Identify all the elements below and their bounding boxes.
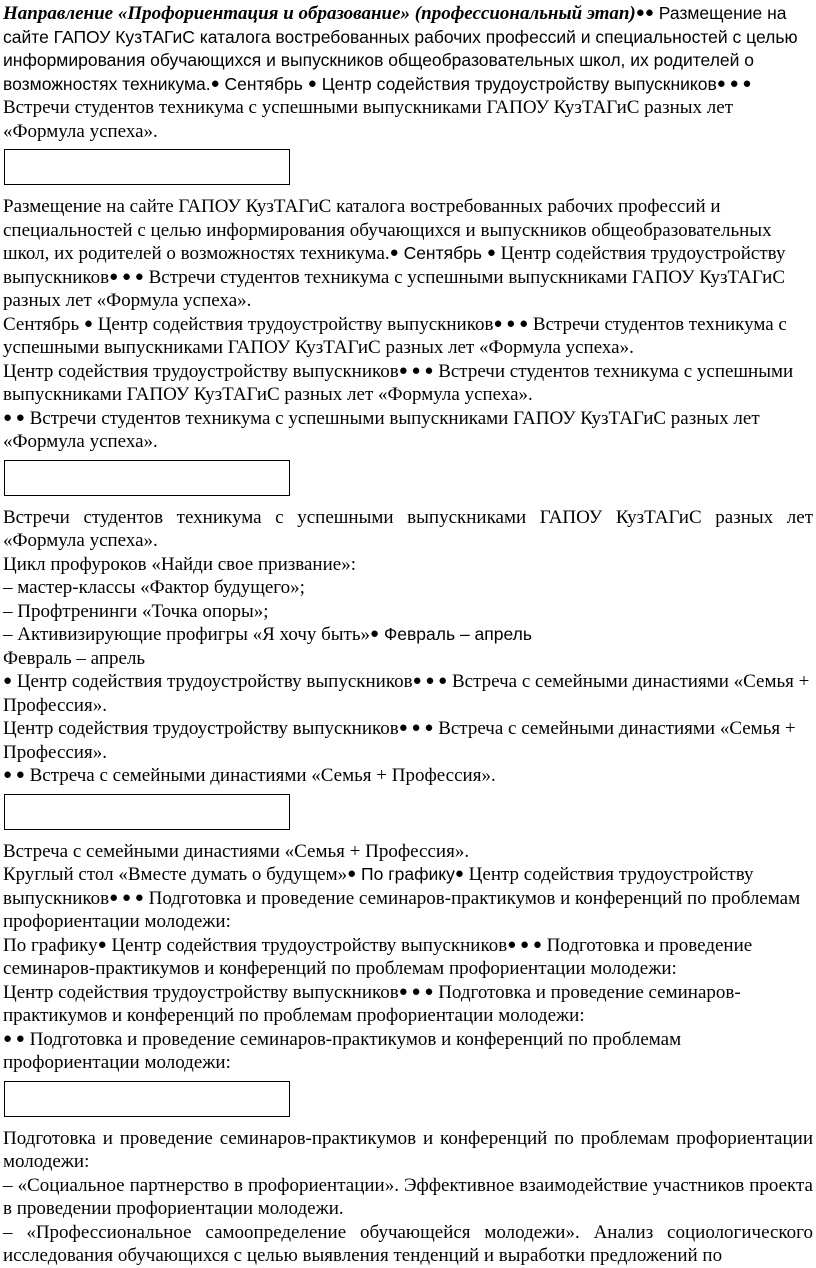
text-run: Встречи студентов техникума с успешными выпускниками ГАПОУ КузТАГиС разных лет «Формула успеха». — [3, 313, 787, 358]
text-run: Встреча с семейными династиями «Семья + Профессия». — [3, 718, 796, 763]
text-run: Февраль – апрель — [379, 624, 532, 644]
bullet-icon: ● — [83, 315, 93, 332]
empty-frame — [4, 794, 290, 830]
empty-frame — [4, 460, 290, 496]
paragraph — [3, 764, 813, 788]
paragraph — [3, 670, 813, 717]
bullet-icon: ● ● ● — [493, 315, 529, 332]
text-run: Встречи студентов техникума с успешными выпускниками ГАПОУ КузТАГиС разных лет «Формула успеха». — [3, 97, 733, 142]
bullet-icon: ● — [3, 673, 13, 689]
paragraph: Подготовка и проведение семинаров-практикумов и конференций по проблемам профориентации молодежи: — [3, 1127, 813, 1172]
text-run: Размещение на сайте ГАПОУ КузТАГиС каталога востребованных рабочих профессий и специальностей с целью информирования обучающихся и выпускников общеобразовательных школ, их родителей о возможностях техникума. — [3, 3, 798, 94]
text-run: Размещение на сайте ГАПОУ КузТАГиС каталога востребованных рабочих профессий и специальностей с целью информирования обучающихся и выпускников общеобразовательных школ, их родителей о возможностях техникума. — [3, 196, 772, 264]
bullet-icon: ● ● ● — [716, 75, 752, 92]
list-item: – «Социальное партнерство в профориентации». Эффективное взаимодействие участников проекта в проведении профориентации молодежи. — [3, 1174, 813, 1219]
bullet-icon: ● — [389, 245, 399, 261]
list-item: – Профтренинги «Точка опоры»; — [3, 600, 269, 622]
text-run: – Активизирующие профигры «Я хочу быть» — [3, 624, 371, 645]
text-run: Центр содействия трудоустройству выпускников — [3, 718, 399, 739]
text-run: Центр содействия трудоустройству выпускников — [92, 313, 494, 335]
section-heading: Направление «Профориентация и образование» (профессиональный этап) — [3, 3, 636, 24]
text-run: Центр содействия трудоустройству выпускников — [3, 981, 399, 1003]
paragraph — [3, 934, 813, 981]
text-run: Встречи студентов техникума с успешными выпускниками ГАПОУ КузТАГиС разных лет «Формула успеха». — [3, 407, 760, 452]
paragraph: Встреча с семейными династиями «Семья + Профессия». — [3, 840, 470, 862]
text-run: По графику — [3, 934, 98, 956]
paragraph — [3, 195, 813, 313]
text-run: Сентябрь — [219, 73, 308, 94]
bullet-icon: ● ● — [3, 767, 25, 783]
bullet-icon: ● ● — [3, 1030, 25, 1047]
text-run: Центр содействия трудоустройству выпускников — [3, 864, 754, 909]
paragraph — [3, 313, 813, 360]
bullet-icon: ● ● ● — [398, 983, 434, 1000]
text-run: Подготовка и проведение семинаров-практикумов и конференций по проблемам профориентации молодежи: — [3, 934, 753, 979]
bullet-icon: ● ● ● — [398, 362, 434, 379]
text-run: Центр содействия трудоустройству выпускников — [3, 360, 399, 382]
text-run: По графику — [356, 864, 455, 884]
text-run: Встречи студентов техникума с успешными выпускниками ГАПОУ КузТАГиС разных лет «Формула успеха». — [3, 266, 786, 311]
bullet-icon: ● — [454, 866, 464, 882]
paragraph — [3, 1028, 813, 1075]
bullet-icon: ● — [307, 75, 317, 92]
text-run: Центр содействия трудоустройству выпускников — [3, 243, 786, 288]
text-run: Центр содействия трудоустройству выпускников — [316, 73, 717, 94]
text-run: Круглый стол «Вместе думать о будущем» — [3, 864, 348, 885]
paragraph — [3, 360, 813, 407]
paragraph — [3, 717, 813, 764]
empty-frame — [4, 1081, 290, 1117]
bullet-icon: ● ● ● — [109, 268, 144, 285]
list-item: – «Профессиональное самоопределение обучающейся молодежи». Анализ социологического исследования обучающихся с целью выявления тенденций и выработки предложений по — [3, 1221, 813, 1266]
text-run: Сентябрь — [398, 243, 487, 263]
text-run: Подготовка и проведение семинаров-практикумов и конференций по проблемам профориентации молодежи: — [3, 1028, 682, 1073]
bullet-icon: ● ● ● — [412, 673, 448, 689]
bullet-icon: ● ● — [3, 409, 25, 426]
text-run: Встреча с семейными династиями «Семья + Профессия». — [24, 765, 496, 786]
paragraph: Цикл профуроков «Найди свое призвание»: — [3, 553, 356, 575]
paragraph: Февраль – апрель — [3, 647, 146, 669]
bullet-icon: ● — [486, 245, 496, 261]
text-run: Центр содействия трудоустройству выпускников — [106, 934, 508, 956]
bullet-icon: ● — [347, 866, 357, 882]
bullet-icon: ● ● ● — [398, 720, 434, 736]
bullet-icon: ● — [210, 75, 220, 92]
text-run: Сентябрь — [3, 313, 84, 335]
paragraph: Встречи студентов техникума с успешными выпускниками ГАПОУ КузТАГиС разных лет «Формула успеха». — [3, 506, 813, 551]
bullet-icon: ● ● ● — [109, 889, 144, 906]
bullet-icon: ● — [97, 936, 107, 953]
paragraph — [3, 407, 813, 454]
paragraph — [3, 2, 813, 143]
bullet-icon: ●● — [635, 5, 654, 21]
text-run: Подготовка и проведение семинаров-практикумов и конференций по проблемам профориентации молодежи: — [3, 981, 741, 1026]
bullet-icon: ● — [370, 626, 380, 642]
paragraph — [3, 981, 813, 1028]
bullet-icon: ● ● ● — [507, 936, 542, 953]
text-run: Подготовка и проведение семинаров-практикумов и конференций по проблемам профориентации молодежи: — [3, 887, 801, 932]
text-run: Центр содействия трудоустройству выпускников — [12, 671, 413, 692]
text-run: Встречи студентов техникума с успешными выпускниками ГАПОУ КузТАГиС разных лет «Формула успеха». — [3, 360, 794, 405]
list-item: – мастер-классы «Фактор будущего»; — [3, 577, 305, 598]
empty-frame — [4, 149, 290, 185]
list-item — [3, 623, 813, 647]
text-run: Встреча с семейными династиями «Семья + Профессия». — [3, 671, 810, 716]
paragraph — [3, 863, 813, 934]
